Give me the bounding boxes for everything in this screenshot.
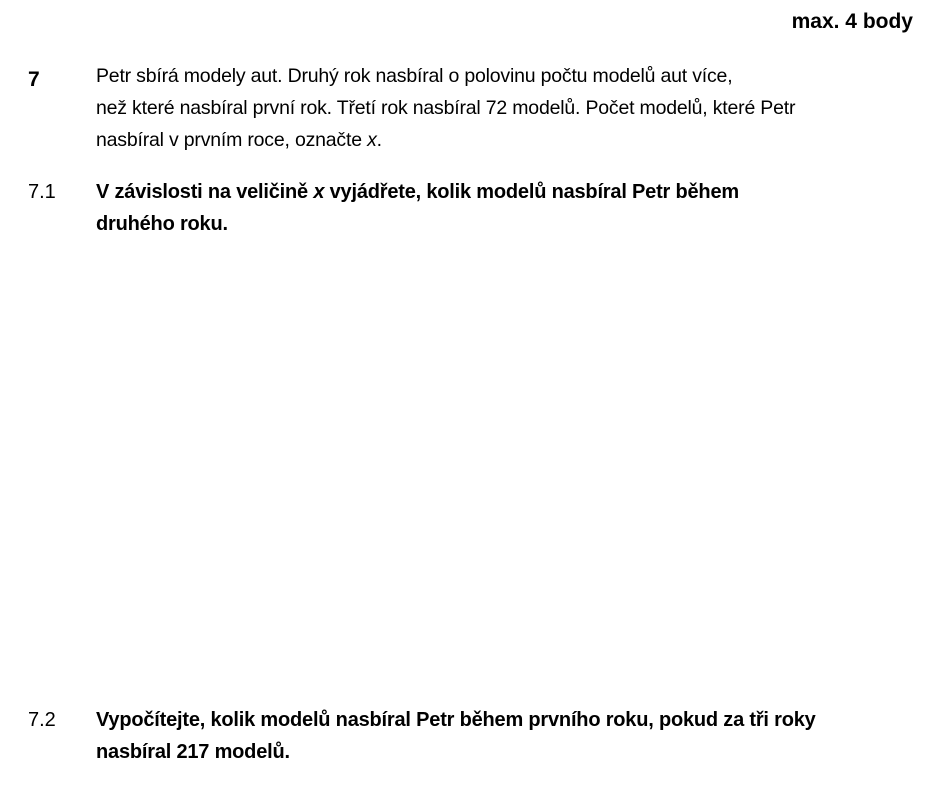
subtask-7-1-number: 7.1 (28, 181, 56, 203)
subtask-7-1-line-1-text: V závislosti na veličině (96, 181, 314, 203)
answer-area-7-1[interactable] (96, 250, 912, 690)
max-points-label: max. 4 body (791, 10, 913, 33)
subtask-7-2-line-2: nasbíral 217 modelů. (96, 741, 290, 763)
task-statement-line-3-end: . (376, 129, 382, 151)
subtask-7-2-question (96, 704, 916, 768)
subtask-7-1-line-1-end: vyjádřete, kolik modelů nasbíral Petr během (324, 181, 739, 203)
subtask-7-1-question (96, 176, 916, 240)
task-statement (96, 60, 916, 156)
variable-x: x (367, 129, 377, 151)
task-statement-line-3-text: nasbíral v prvním roce, označte (96, 129, 368, 151)
subtask-7-1-line-2: druhého roku. (96, 213, 228, 235)
task-statement-line-3 (96, 124, 916, 156)
subtask-7-1-line-1 (96, 176, 916, 208)
variable-x: x (313, 181, 325, 203)
task-statement-line-2: než které nasbíral první rok. Třetí rok nasbíral 72 modelů. Počet modelů, které Petr (96, 97, 796, 119)
task-statement-line-1: Petr sbírá modely aut. Druhý rok nasbíral o polovinu počtu modelů aut více, (96, 65, 733, 87)
subtask-7-2-number: 7.2 (28, 709, 56, 731)
task-number: 7 (28, 68, 40, 91)
subtask-7-2-line-1: Vypočítejte, kolik modelů nasbíral Petr během prvního roku, pokud za tři roky (96, 709, 816, 731)
